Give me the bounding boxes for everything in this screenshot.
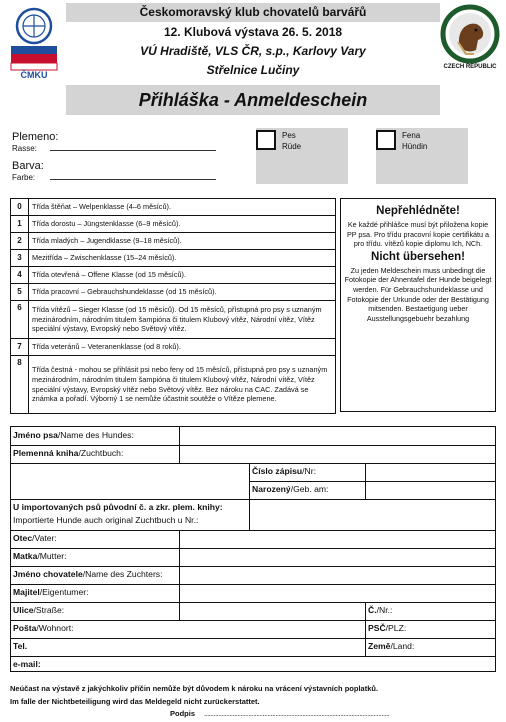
class-text: Třída otevřená – Offene Klasse (od 15 měsíců). xyxy=(29,267,336,284)
class-row[interactable] xyxy=(11,267,336,284)
class-row[interactable] xyxy=(11,356,336,414)
signature-line[interactable]: ..................................................................................................................... xyxy=(204,709,390,718)
class-row[interactable] xyxy=(11,284,336,301)
venue-line-1: VÚ Hradiště, VLS ČR, s.p., Karlovy Vary xyxy=(140,44,366,58)
club-name: Českomoravský klub chovatelů barvářů xyxy=(66,3,440,22)
notice-text-cz: Ke každé přihlášce musí být přiložena kopie PP psa. Pro třídu pracovní kopie certifikátu a pro třídu. vítězů kopie diplomu Ich, NCh. xyxy=(346,220,490,249)
class-row[interactable] xyxy=(11,339,336,356)
class-text: Třída mladých – Jugendklasse (9–18 měsíců). xyxy=(29,233,336,250)
class-number: 7 xyxy=(11,339,29,356)
class-text: Třída vítězů – Sieger Klasse (od 15 měsíců). Od 15 měsíců, přístupná pro psy s uznaným mezinárodním, národním titulem šampióna či titulem Klubový vítěz, Národní vítěz, Vítěz speciální výstavy, Evropský nebo Světový vítěz. xyxy=(29,301,336,339)
form-title: Přihláška - Anmeldeschein xyxy=(66,85,440,115)
notice-text-de: Zu jeden Meldeschein muss unbedingt die Fotokopie der Ahnentafel der Hunde beigelegt werden. Für Gebrauchshundeklasse und Fotokopie der Urkunde oder der Bestätigung mitsenden. Bestaetigung ueber Ausstellungsgebuehr bezahlung xyxy=(344,265,492,323)
breed-input-line[interactable] xyxy=(50,150,216,151)
class-number: 6 xyxy=(11,301,29,339)
class-number: 5 xyxy=(11,284,29,301)
color-label: Barva: xyxy=(12,160,44,172)
country-label: Země/Land: xyxy=(368,641,415,651)
female-label-de: Hündin xyxy=(402,142,428,151)
breeder-label: Jméno chovatele/Name des Zuchters: xyxy=(13,569,163,579)
dog-name-label: Jméno psa/Name des Hundes: xyxy=(13,430,134,440)
class-row[interactable] xyxy=(11,301,336,339)
postcode-label: PSČ/PLZ: xyxy=(368,623,407,633)
studbook-label: Plemenná kniha/Zuchtbuch: xyxy=(13,448,124,458)
birth-date-label: Narozený/Geb. am: xyxy=(252,484,329,494)
sire-label: Otec/Vater: xyxy=(13,533,57,543)
male-label: Pes xyxy=(282,131,296,140)
breed-label-de: Rasse: xyxy=(12,144,37,153)
notice-box xyxy=(340,198,496,412)
city-label: Pošta/Wohnort: xyxy=(13,623,74,633)
import-label: U importovaných psů původní č. a zkr. plem. knihy: xyxy=(13,502,223,512)
class-row[interactable] xyxy=(11,250,336,267)
cmku-logo-text: ČMKU xyxy=(20,70,48,80)
class-number: 0 xyxy=(11,199,29,216)
class-number: 4 xyxy=(11,267,29,284)
notice-heading-cz: Nepřehlédněte! xyxy=(376,205,460,217)
class-table xyxy=(10,198,336,414)
color-input-line[interactable] xyxy=(50,179,216,180)
class-text: Třída čestná - mohou se přihlásit psi nebo feny od 15 měsíců, přístupná pro psy s uznaným mezinárodním, národním titulem šampióna či titulem Klubový vítěz, Národní vítěz, Vítěz speciální výstavy, Evropský vítěz nebo Světový vítěz. Bez nároku na CAC. Zadává se známka a pořadí. Výborný 1 se nemůže účastnit soutěže o Vítěze plemene. xyxy=(29,356,336,414)
refund-note-cz: Neúčast na výstavě z jakýchkoliv příčin nemůže být důvodem k nároku na vrácení výstavních poplatků. xyxy=(10,684,379,693)
class-text: Třída štěňat – Welpenklasse (4–6 měsíců). xyxy=(29,199,336,216)
breed-label: Plemeno: xyxy=(12,131,59,143)
color-label-de: Farbe: xyxy=(12,173,36,182)
male-option xyxy=(256,128,348,184)
class-text: Třída pracovní – Gebrauchshundeklasse (od 15 měsíců). xyxy=(29,284,336,301)
dam-label: Matka/Mutter: xyxy=(13,551,67,561)
seal-caption: CZECH REPUBLIC xyxy=(443,64,497,70)
refund-note-de: Im falle der Nichtbeteiligung wird das Meldegeld nicht zurückerstattet. xyxy=(10,697,260,706)
male-checkbox[interactable] xyxy=(256,130,276,150)
class-number: 1 xyxy=(11,216,29,233)
cmku-logo xyxy=(8,6,60,82)
class-text: Třída dorostu – Jüngstenklasse (6–9 měsíců). xyxy=(29,216,336,233)
owner-label: Majitel/Eigentumer: xyxy=(13,587,89,597)
female-label: Fena xyxy=(402,131,421,140)
color-label-group xyxy=(12,160,44,182)
class-number: 8 xyxy=(11,356,29,414)
dog-details-form xyxy=(10,426,496,672)
male-label-de: Rüde xyxy=(282,142,302,151)
class-number: 3 xyxy=(11,250,29,267)
house-number-label: Č./Nr.: xyxy=(368,605,393,615)
signature-label: Podpis xyxy=(170,709,196,718)
class-row[interactable] xyxy=(11,199,336,216)
event-title: 12. Klubová výstava 26. 5. 2018 xyxy=(163,25,343,39)
class-number: 2 xyxy=(11,233,29,250)
email-label: e-mail: xyxy=(13,659,41,669)
female-checkbox[interactable] xyxy=(376,130,396,150)
class-text: Třída veteránů – Veteranenklasse (od 8 roků). xyxy=(29,339,336,356)
class-text: Mezitřída – Zwischenklasse (15–24 měsíců). xyxy=(29,250,336,267)
registration-number-label: Číslo zápisu/Nr: xyxy=(252,466,316,476)
phone-label: Tel. xyxy=(13,641,28,651)
venue-line-2: Střelnice Lučiny xyxy=(206,63,300,77)
class-row[interactable] xyxy=(11,233,336,250)
female-option xyxy=(376,128,468,184)
class-row[interactable] xyxy=(11,216,336,233)
import-label-de: Importierte Hunde auch original Zuchtbuch u Nr.: xyxy=(13,515,199,525)
notice-heading-de: Nicht übersehen! xyxy=(371,250,465,263)
street-label: Ulice/Straße: xyxy=(13,605,65,615)
